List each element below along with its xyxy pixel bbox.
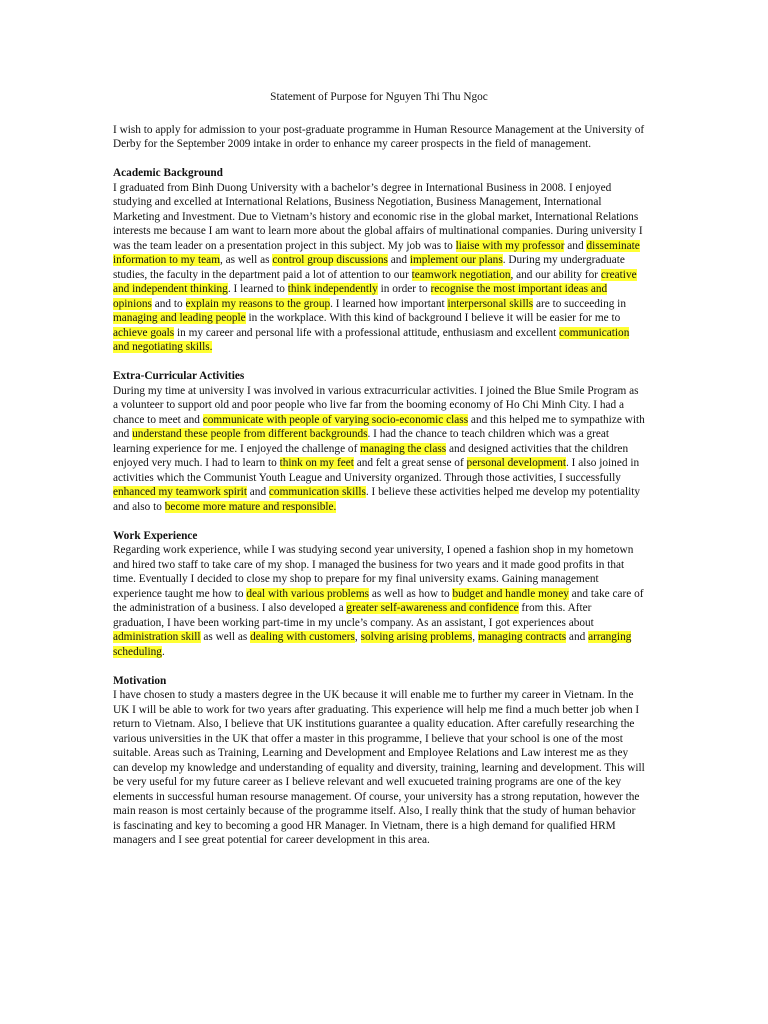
highlighted-phrase: think independently	[287, 283, 378, 295]
text-run: , and our ability for	[510, 268, 601, 281]
highlighted-phrase: managing and leading people	[113, 312, 246, 324]
highlighted-phrase: greater self-awareness and confidence	[346, 602, 519, 614]
highlighted-phrase: communication and negotiating skills.	[113, 326, 630, 353]
section-work-experience	[113, 529, 645, 660]
highlighted-phrase: interpersonal skills	[447, 297, 534, 310]
text-run: and felt a great sense of	[353, 457, 467, 469]
section-paragraph	[113, 688, 645, 848]
text-run: Regarding work experience, while I was studying second year university, I opened a fashion shop in my hometown and hired two staff to take care of my shop. I managed the business for two years and it made good profits in that time. Eventually I decided to close my shop to prepare for my final university exams. Gaining management experience taught me how to	[113, 544, 634, 600]
highlighted-phrase: managing the class	[360, 442, 447, 455]
text-run: I have chosen to study a masters degree in the UK because it will enable me to further my career in Vietnam. In the UK I will be able to work for two years after graduating. This experience will help me find a much better job when I return to Vietnam. Also, I believe that UK institutions guarantee a quality education. After carefully researching the various universities in the UK that offer a master in this programme, I believe that your school is one of the most suitable. Areas such as Training, Learning and Development and Employee Relations and Law interest me as they can develop my knowledge and understanding of equality and diversity, training, learning and development. This will be very useful for my future career as I believe relevant and well exucueted training programs are one of the key elements in successful human resourse management. Of course, your university has a strong reputation, however the main reason is most certainly because of the programme itself. Also, I really think that the study of human behavior is fascinating and key to becoming a good HR Manager. In Vietnam, there is a high demand for qualified HRM managers and I see great potential for career development in this area.	[113, 689, 645, 846]
text-run: . I also joined in activities which the Communist Youth League and University organized. Through those activities, I successfully	[113, 457, 640, 484]
text-run: as well as how to	[369, 587, 453, 600]
highlighted-phrase: implement our plans	[409, 254, 503, 266]
text-run: and	[246, 486, 269, 498]
section-heading: Academic Background	[113, 167, 223, 179]
highlighted-phrase: explain my reasons to the group	[185, 297, 331, 310]
text-run: . I had the chance to teach children which was a great learning experience for me. I enjoyed the challenge of	[113, 428, 610, 455]
highlighted-phrase: communicate with people of varying socio-economic class	[202, 413, 469, 426]
section-extra-curricular-activities	[113, 369, 645, 514]
highlighted-phrase: administration skill	[113, 631, 201, 643]
text-run: and	[566, 631, 589, 643]
text-run: and	[387, 254, 410, 266]
sections-container	[113, 166, 645, 848]
highlighted-phrase: managing contracts	[477, 631, 567, 643]
text-run: and designed activities that the children enjoyed very much. I had to learn to	[113, 442, 629, 469]
highlighted-phrase: personal development	[466, 457, 566, 469]
text-run: in the workplace. With this kind of background I believe it will be easier for me to	[245, 312, 621, 324]
text-run: . I learned to	[227, 283, 288, 295]
highlighted-phrase: arranging scheduling	[113, 631, 632, 658]
text-run: as well as	[200, 631, 251, 643]
section-heading: Work Experience	[113, 529, 198, 542]
text-run: are to succeeding in	[533, 297, 626, 310]
document-title: Statement of Purpose for Nguyen Thi Thu Ngoc	[270, 91, 488, 103]
highlighted-phrase: understand these people from different backgrounds	[132, 428, 368, 440]
highlighted-phrase: recognise the most important ideas and opinions	[113, 283, 608, 310]
highlighted-phrase: communication skills	[268, 486, 366, 498]
highlighted-phrase: solving arising problems	[360, 631, 473, 643]
text-run: and to	[151, 297, 186, 310]
text-run: and take care of the administration of a business. I also developed a	[113, 587, 644, 614]
text-run: in my career and personal life with a professional attitude, enthusiasm and excellent	[174, 326, 560, 339]
text-run: . I believe these activities helped me develop my potentiality and also to	[113, 486, 641, 513]
text-run: I graduated from Binh Duong University with a bachelor’s degree in International Business in 2008. I enjoyed studying and excelled at International Relations, Business Negotiation, Business Management, International Marketing and Investment. Due to Vietnam’s history and economic rise in the global market, International Relations interests me because I am want to learn more about the global affairs of multinational companies. During university I was the team leader on a presentation project in this subject. My job was to	[113, 181, 643, 252]
text-run: and this helped me to sympathize with and	[113, 413, 645, 440]
text-run: .	[161, 645, 165, 658]
highlighted-phrase: disseminate information to my team	[113, 239, 640, 266]
highlighted-phrase: enhanced my teamwork spirit	[113, 486, 247, 498]
text-run: . During my undergraduate studies, the faculty in the department paid a lot of attention to our	[113, 254, 625, 281]
highlighted-phrase: budget and handle money	[452, 587, 569, 600]
text-run: . I learned how important	[330, 297, 448, 310]
highlighted-phrase: achieve goals	[113, 326, 175, 339]
text-run: , as well as	[219, 254, 273, 266]
section-paragraph	[113, 384, 645, 515]
text-run: During my time at university I was involved in various extracurricular activities. I joined the Blue Smile Program as a volunteer to support old and poor people who live far from the booming economy of Ho Chi Minh City. I had a chance to meet and	[113, 384, 639, 426]
text-run: from this. After graduation, I have been working part-time in my uncle’s company. As an assistant, I got experiences about	[113, 602, 594, 629]
highlighted-phrase: teamwork negotiation	[411, 268, 511, 281]
section-motivation	[113, 674, 645, 848]
section-academic-background	[113, 166, 645, 355]
highlighted-phrase: creative and independent thinking	[113, 268, 637, 295]
highlighted-phrase: deal with various problems	[246, 587, 369, 600]
section-paragraph	[113, 543, 645, 659]
document-body	[113, 90, 645, 862]
highlighted-phrase: become more mature and responsible.	[164, 500, 337, 513]
text-run: ,	[472, 631, 478, 643]
highlighted-phrase: liaise with my professor	[455, 239, 565, 252]
highlighted-phrase: control group discussions	[272, 254, 388, 266]
text-run: in order to	[377, 283, 431, 295]
highlighted-phrase: think on my feet	[279, 457, 354, 469]
highlighted-phrase: dealing with customers	[250, 631, 355, 643]
text-run: and	[564, 239, 587, 252]
section-paragraph	[113, 181, 645, 355]
section-heading: Extra-Curricular Activities	[113, 370, 245, 382]
section-heading: Motivation	[113, 674, 167, 687]
intro-paragraph: I wish to apply for admission to your post-graduate programme in Human Resource Management at the University of Derby for the September 2009 intake in order to enhance my career prospects in the field of management.	[113, 123, 645, 150]
text-run: ,	[354, 631, 361, 643]
